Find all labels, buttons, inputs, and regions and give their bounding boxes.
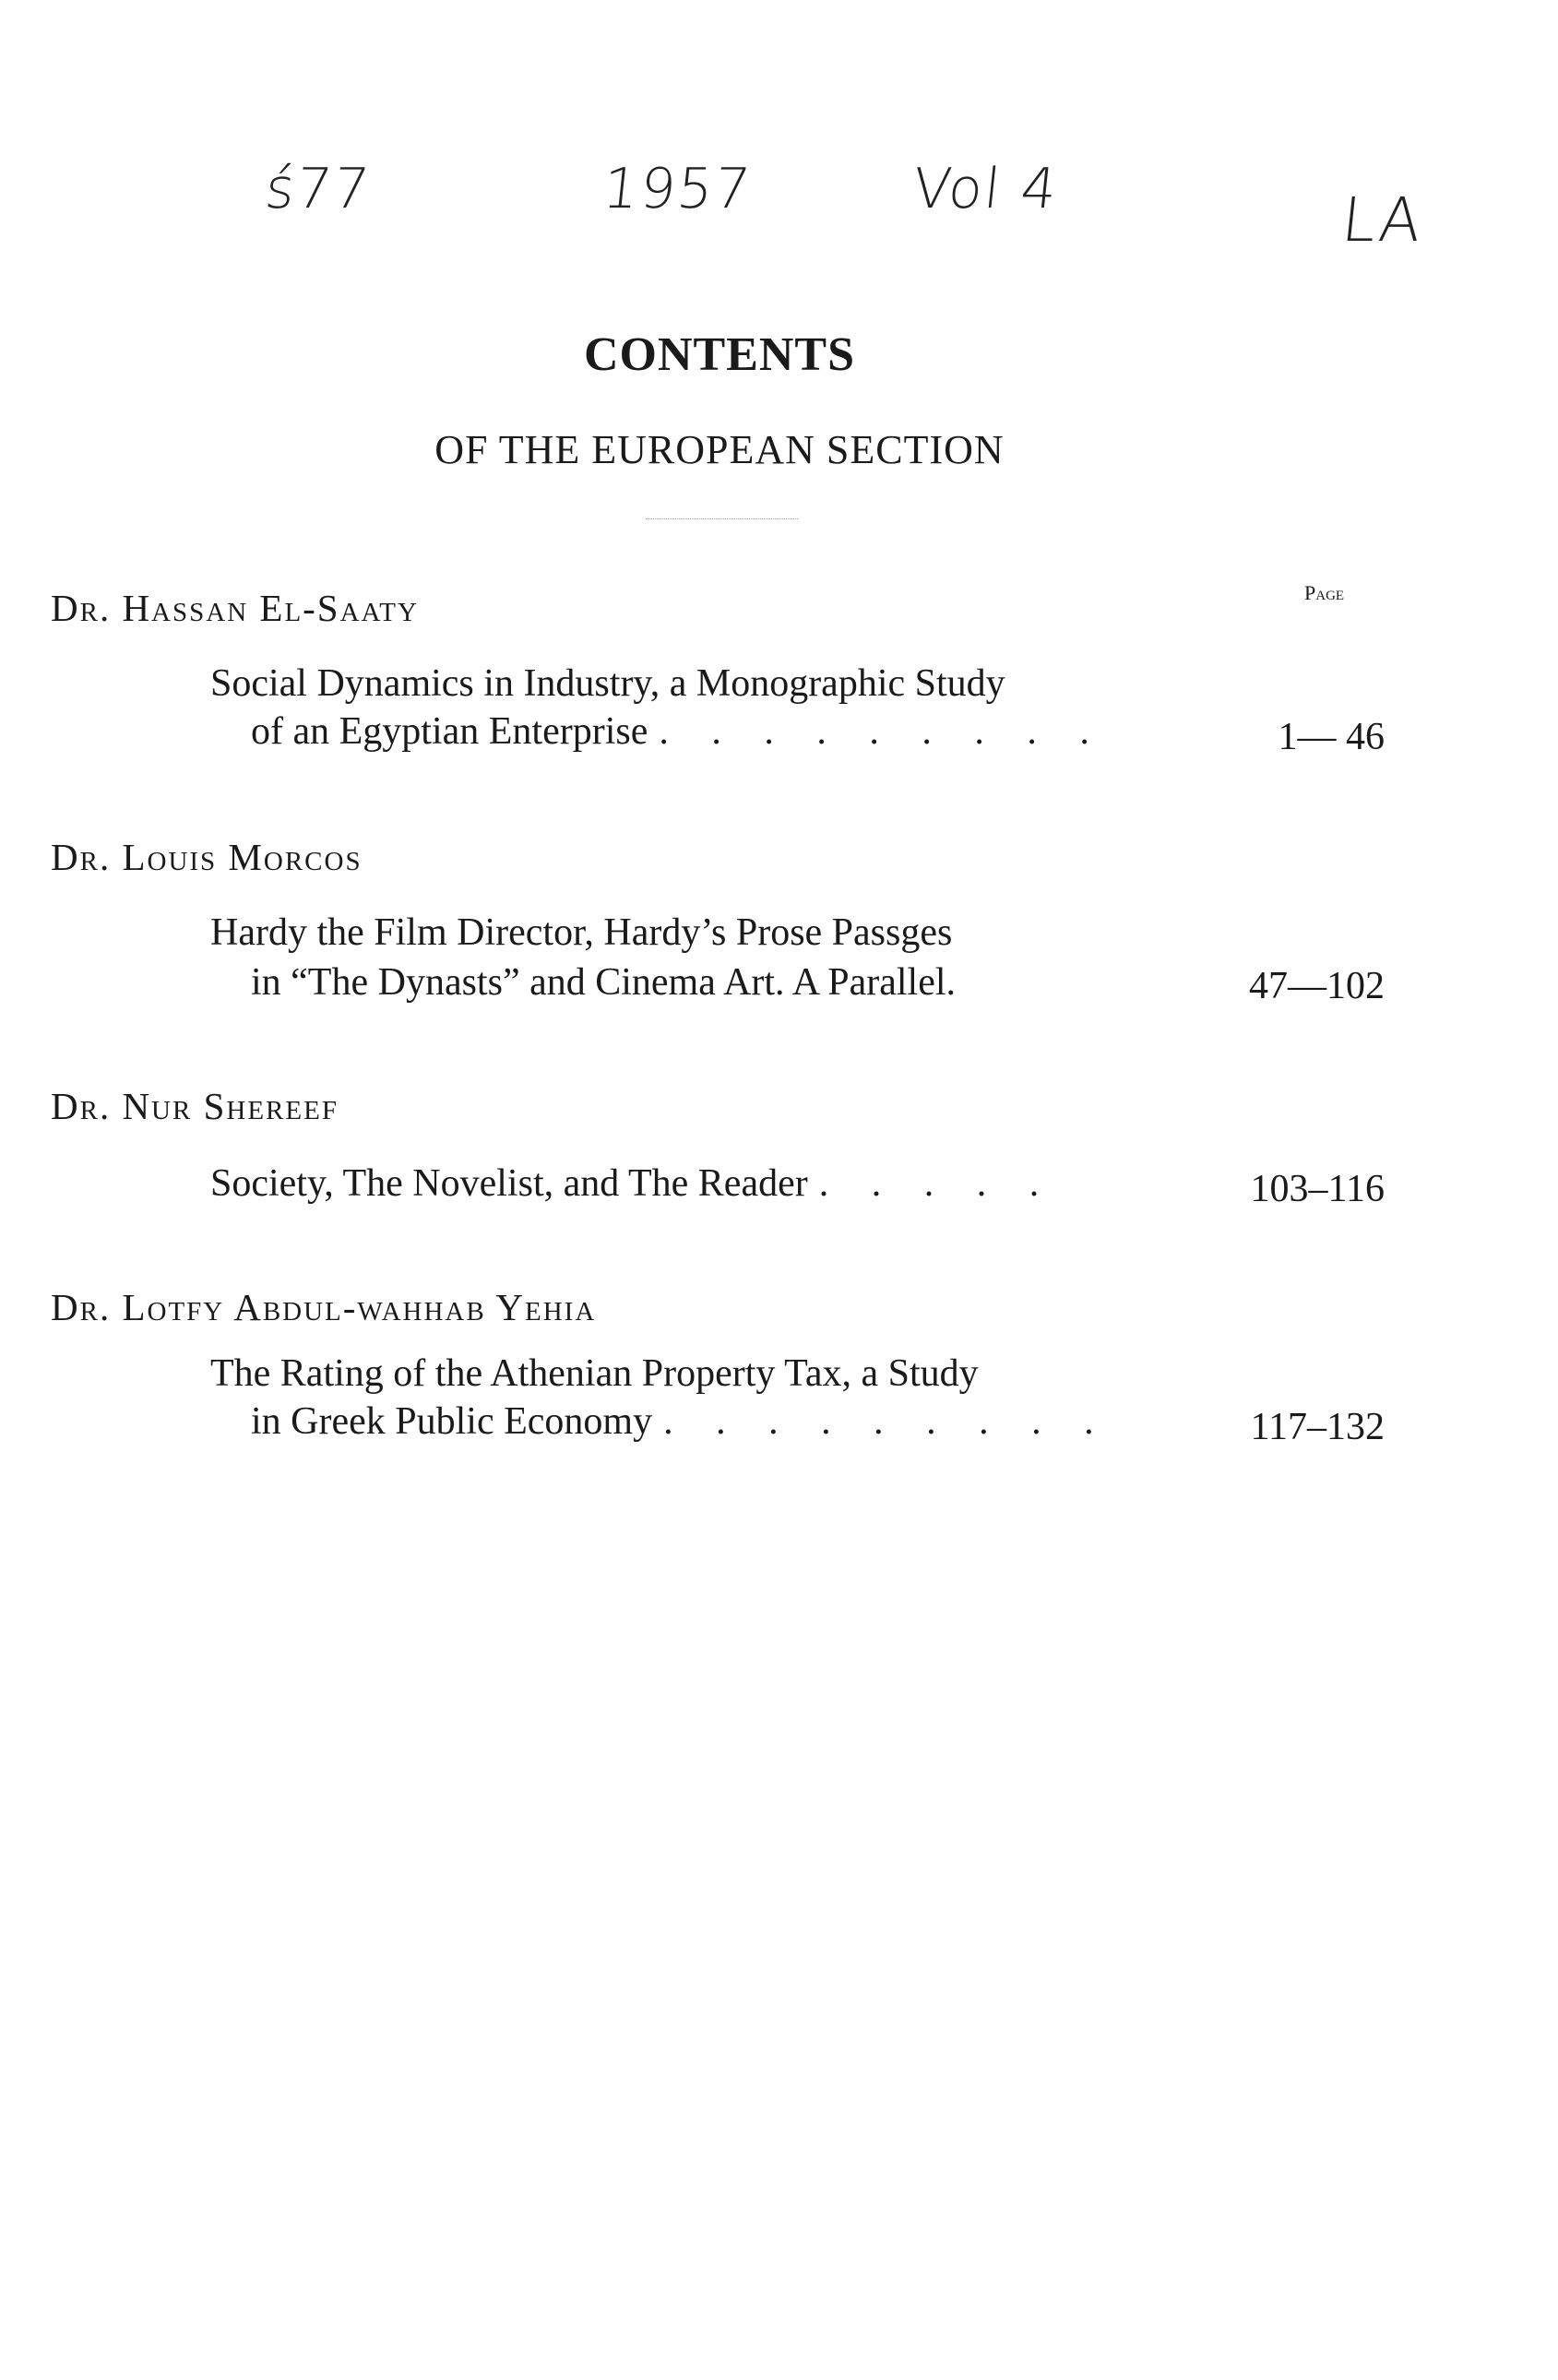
dot-leader: . . . . .	[818, 1162, 1056, 1205]
handwritten-note-1: ś77	[262, 157, 375, 221]
entry-pages: 117–132	[1250, 1406, 1385, 1448]
entry-title-line: Society, The Novelist, and The Reader . . . . .	[210, 1162, 1056, 1205]
dot-leader: . . . . . . . . .	[659, 710, 1106, 753]
handwritten-note-volume: Vol 4	[910, 157, 1062, 221]
page-column-label: Page	[1304, 581, 1345, 604]
entry-author: Dr. Lotfy Abdul-wahhab Yehia	[51, 1286, 597, 1328]
entry-pages: 1— 46	[1278, 716, 1385, 758]
handwritten-note-4: LA	[1338, 184, 1427, 256]
entry-pages: 47—102	[1249, 965, 1385, 1007]
entry-pages: 103–116	[1250, 1168, 1385, 1210]
entry-title-line: in “The Dynasts” and Cinema Art. A Parallel.	[251, 961, 956, 1004]
entry-title-line: of an Egyptian Enterprise . . . . . . . . .	[251, 710, 1106, 753]
entry-title-line: Social Dynamics in Industry, a Monographic Study	[210, 662, 1005, 705]
entry-author: Dr. Hassan El-Saaty	[51, 587, 419, 629]
entry-title-line: in Greek Public Economy . . . . . . . . .	[251, 1400, 1111, 1443]
dot-leader: . . . . . . . . .	[663, 1400, 1111, 1443]
handwritten-note-year: 1957	[600, 157, 755, 221]
page-subtitle: OF THE EUROPEAN SECTION	[434, 427, 1005, 472]
entry-title-line: Hardy the Film Director, Hardy’s Prose Passges	[210, 911, 953, 954]
entry-title-line: The Rating of the Athenian Property Tax, a Study	[210, 1352, 979, 1395]
entry-author: Dr. Nur Shereef	[51, 1085, 339, 1127]
entry-author: Dr. Louis Morcos	[51, 836, 363, 878]
divider-rule	[646, 518, 798, 519]
page-title: CONTENTS	[583, 328, 856, 381]
